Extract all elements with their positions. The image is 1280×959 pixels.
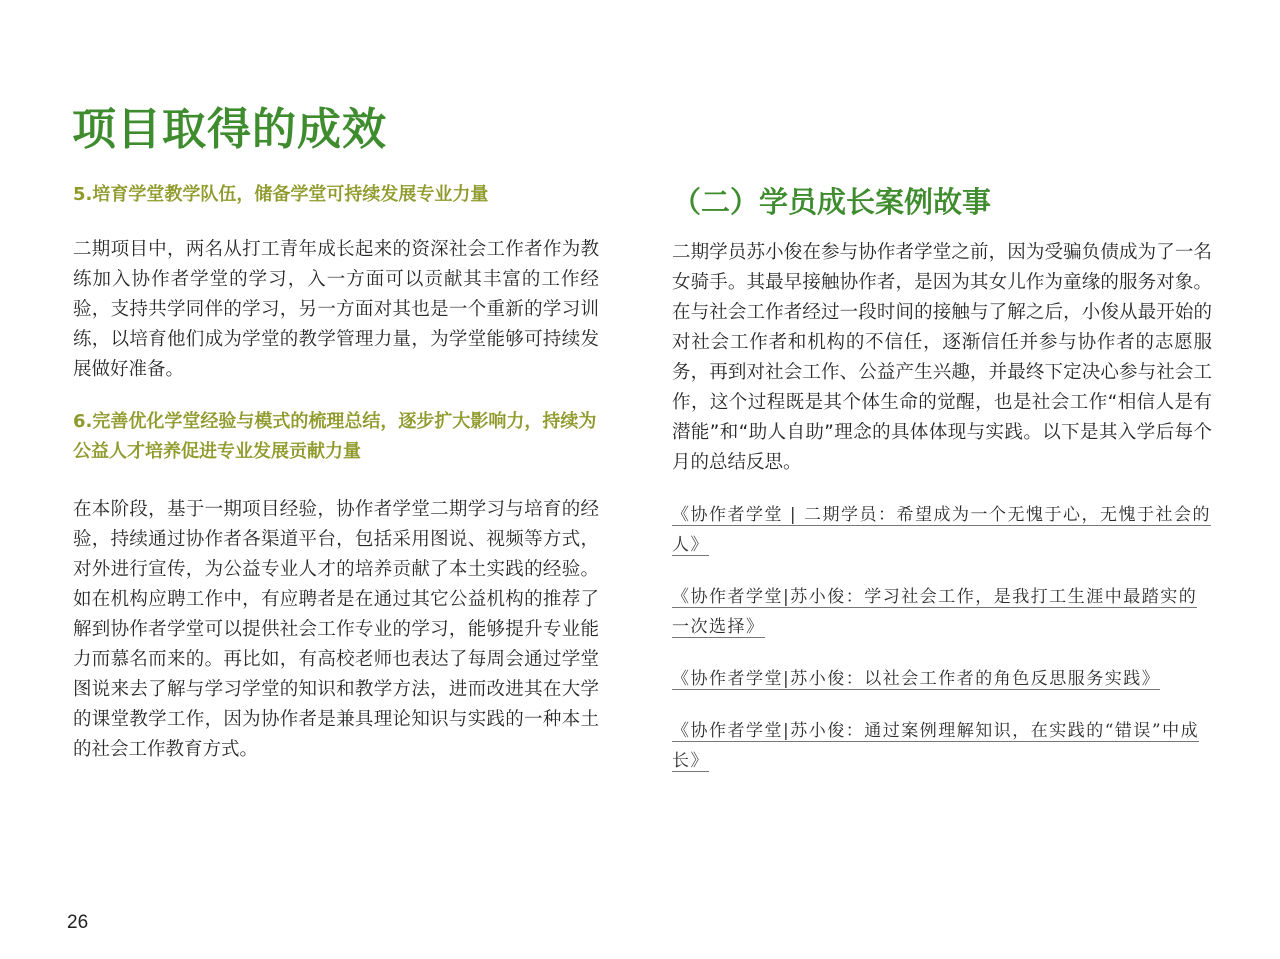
section-title: （二）学员成长案例故事 xyxy=(672,185,992,219)
list-item xyxy=(672,716,1212,776)
page-number: 26 xyxy=(67,912,89,933)
page-title: 项目取得的成效 xyxy=(72,104,387,155)
right-column xyxy=(672,180,1212,798)
article-link-list xyxy=(672,500,1212,776)
list-item xyxy=(672,582,1212,642)
subheading-5: 5.培育学堂教学队伍，储备学堂可持续发展专业力量 xyxy=(73,184,489,205)
article-link-1[interactable]: 《协作者学堂 | 二期学员：希望成为一个无愧于心，无愧于社会的人》 xyxy=(672,505,1212,555)
left-column xyxy=(73,180,599,765)
article-link-2[interactable]: 《协作者学堂|苏小俊：学习社会工作，是我打工生涯中最踏实的一次选择》 xyxy=(672,587,1198,637)
article-link-4[interactable]: 《协作者学堂|苏小俊：通过案例理解知识，在实践的“错误”中成长》 xyxy=(672,721,1200,771)
article-link-3[interactable]: 《协作者学堂|苏小俊：以社会工作者的角色反思服务实践》 xyxy=(672,669,1161,689)
paragraph-case-story: 二期学员苏小俊在参与协作者学堂之前，因为受骗负债成为了一名女骑手。其最早接触协作者，是因为其女儿作为童缘的服务对象。在与社会工作者经过一段时间的接触与了解之后，小俊从最开始的对社会工作者和机构的不信任，逐渐信任并参与协作者的志愿服务，再到对社会工作、公益产生兴趣，并最终下定决心参与社会工作，这个过程既是其个体生命的觉醒，也是社会工作“相信人是有潜能”和“助人自助”理念的具体体现与实践。以下是其入学后每个月的总结反思。 xyxy=(672,242,1212,473)
list-item xyxy=(672,500,1212,560)
list-item xyxy=(672,664,1212,694)
paragraph-coaches: 二期项目中，两名从打工青年成长起来的资深社会工作者作为教练加入协作者学堂的学习，入一方面可以贡献其丰富的工作经验，支持共学同伴的学习，另一方面对其也是一个重新的学习训练，以培育他们成为学堂的教学管理力量，为学堂能够可持续发展做好准备。 xyxy=(73,239,599,380)
paragraph-influence: 在本阶段，基于一期项目经验，协作者学堂二期学习与培育的经验，持续通过协作者各渠道平台，包括采用图说、视频等方式，对外进行宣传，为公益专业人才的培养贡献了本土实践的经验。如在机构应聘工作中，有应聘者是在通过其它公益机构的推荐了解到协作者学堂可以提供社会工作专业的学习，能够提升专业能力而慕名而来的。再比如，有高校老师也表达了每周会通过学堂图说来去了解与学习学堂的知识和教学方法，进而改进其在大学的课堂教学工作，因为协作者是兼具理论知识与实践的一种本土的社会工作教育方式。 xyxy=(73,499,599,760)
subheading-6: 6.完善优化学堂经验与模式的梳理总结，逐步扩大影响力，持续为公益人才培养促进专业发展贡献力量 xyxy=(73,411,597,462)
